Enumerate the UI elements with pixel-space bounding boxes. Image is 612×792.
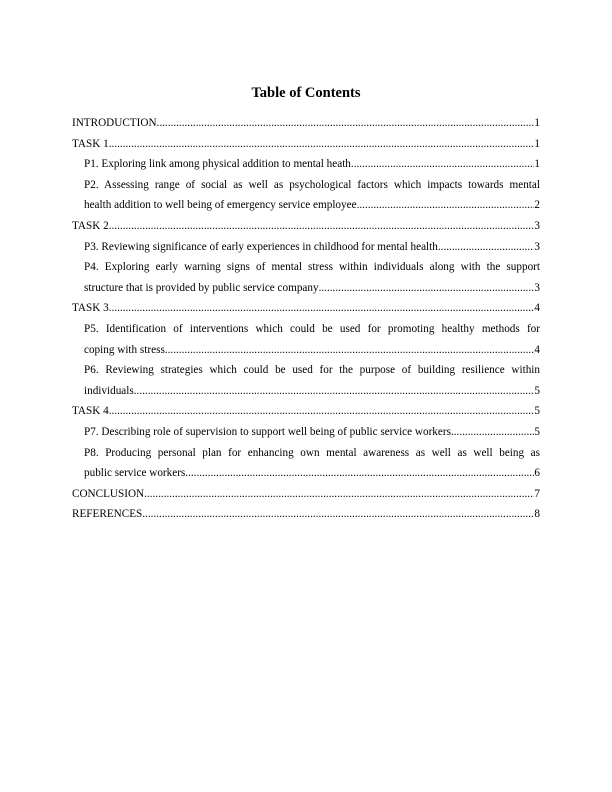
toc-page-number: 5 [534, 425, 540, 438]
toc-entry-p3[interactable] [72, 237, 540, 258]
toc-entry-text: structure that is provided by public service company [84, 281, 319, 294]
dot-leader [165, 340, 535, 361]
toc-page-number: 2 [534, 199, 540, 212]
toc-entry-first-line: P8. Producing personal plan for enhancing own mental awareness as well as well being as [84, 446, 540, 459]
toc-entry-first-line: P6. Reviewing strategies which could be used for the purpose of building resilience within [84, 364, 540, 377]
toc-page-number: 4 [534, 302, 540, 315]
dot-leader [157, 113, 535, 134]
toc-entry-task-2[interactable] [72, 216, 540, 237]
dot-leader [144, 484, 534, 505]
dot-leader [109, 216, 535, 237]
toc-entry-first-line: P5. Identification of interventions which could be used for promoting healthy methods for [84, 322, 540, 335]
toc-entry-text: TASK 3 [72, 302, 109, 315]
toc-entry-text: coping with stress [84, 343, 165, 356]
toc-page-number: 8 [534, 508, 540, 521]
toc-page-number: 5 [534, 405, 540, 418]
dot-leader [357, 195, 535, 216]
dot-leader [142, 504, 534, 525]
toc-page-number: 7 [534, 487, 540, 500]
toc-entry-text: P7. Describing role of supervision to support well being of public service workers [84, 425, 451, 438]
toc-entry-text: CONCLUSION [72, 487, 145, 500]
toc-entry-text: TASK 2 [72, 219, 109, 232]
toc-page-number: 3 [534, 240, 540, 253]
toc-entry-text: P3. Reviewing significance of early experiences in childhood for mental health [84, 240, 438, 253]
toc-page-number: 6 [534, 467, 540, 480]
page-title: Table of Contents [251, 85, 361, 101]
dot-leader [438, 237, 535, 258]
toc-page-number: 1 [534, 117, 540, 129]
toc-entry-text: INTRODUCTION [72, 117, 157, 129]
toc-page-number: 4 [534, 343, 540, 356]
toc-entry-text: TASK 1 [72, 137, 109, 150]
dot-leader [109, 401, 535, 422]
toc-entry-task-1[interactable] [72, 134, 540, 155]
dot-leader [134, 381, 535, 402]
toc-entry-p5[interactable] [72, 319, 540, 360]
toc-entry-p4[interactable] [72, 257, 540, 298]
toc-entry-text: REFERENCES [72, 508, 143, 521]
toc-page-number: 1 [534, 137, 540, 150]
dot-leader [185, 463, 534, 484]
toc-entry-text: health addition to well being of emergency service employee [84, 199, 357, 212]
toc-page-number: 3 [534, 281, 540, 294]
toc-entry-text: public service workers [84, 467, 186, 480]
toc-entry-p2[interactable] [72, 175, 540, 216]
toc-page-number: 1 [534, 158, 540, 171]
toc-entry-first-line: P4. Exploring early warning signs of mental stress within individuals along with the support [84, 261, 540, 274]
toc-page-number: 3 [534, 219, 540, 232]
toc-page-number: 5 [534, 384, 540, 397]
toc-entry-text: individuals [84, 384, 134, 397]
toc-entry-p8[interactable] [72, 443, 540, 484]
dot-leader [109, 298, 535, 319]
toc-entry-text: TASK 4 [72, 405, 109, 418]
dot-leader [319, 278, 535, 299]
dot-leader [351, 154, 535, 175]
toc-entry-task-4[interactable] [72, 401, 540, 422]
toc-entry-introduction[interactable] [72, 113, 540, 134]
dot-leader [451, 422, 534, 443]
toc-entry-first-line: P2. Assessing range of social as well as psychological factors which impacts towards mental [84, 178, 540, 191]
table-of-contents [72, 113, 540, 525]
toc-entry-text: P1. Exploring link among physical addition to mental heath [84, 158, 351, 171]
toc-entry-conclusion[interactable] [72, 484, 540, 505]
toc-entry-p1[interactable] [72, 154, 540, 175]
dot-leader [109, 134, 535, 155]
toc-entry-p6[interactable] [72, 360, 540, 401]
toc-entry-references[interactable] [72, 504, 540, 525]
toc-entry-p7[interactable] [72, 422, 540, 443]
toc-entry-task-3[interactable] [72, 298, 540, 319]
